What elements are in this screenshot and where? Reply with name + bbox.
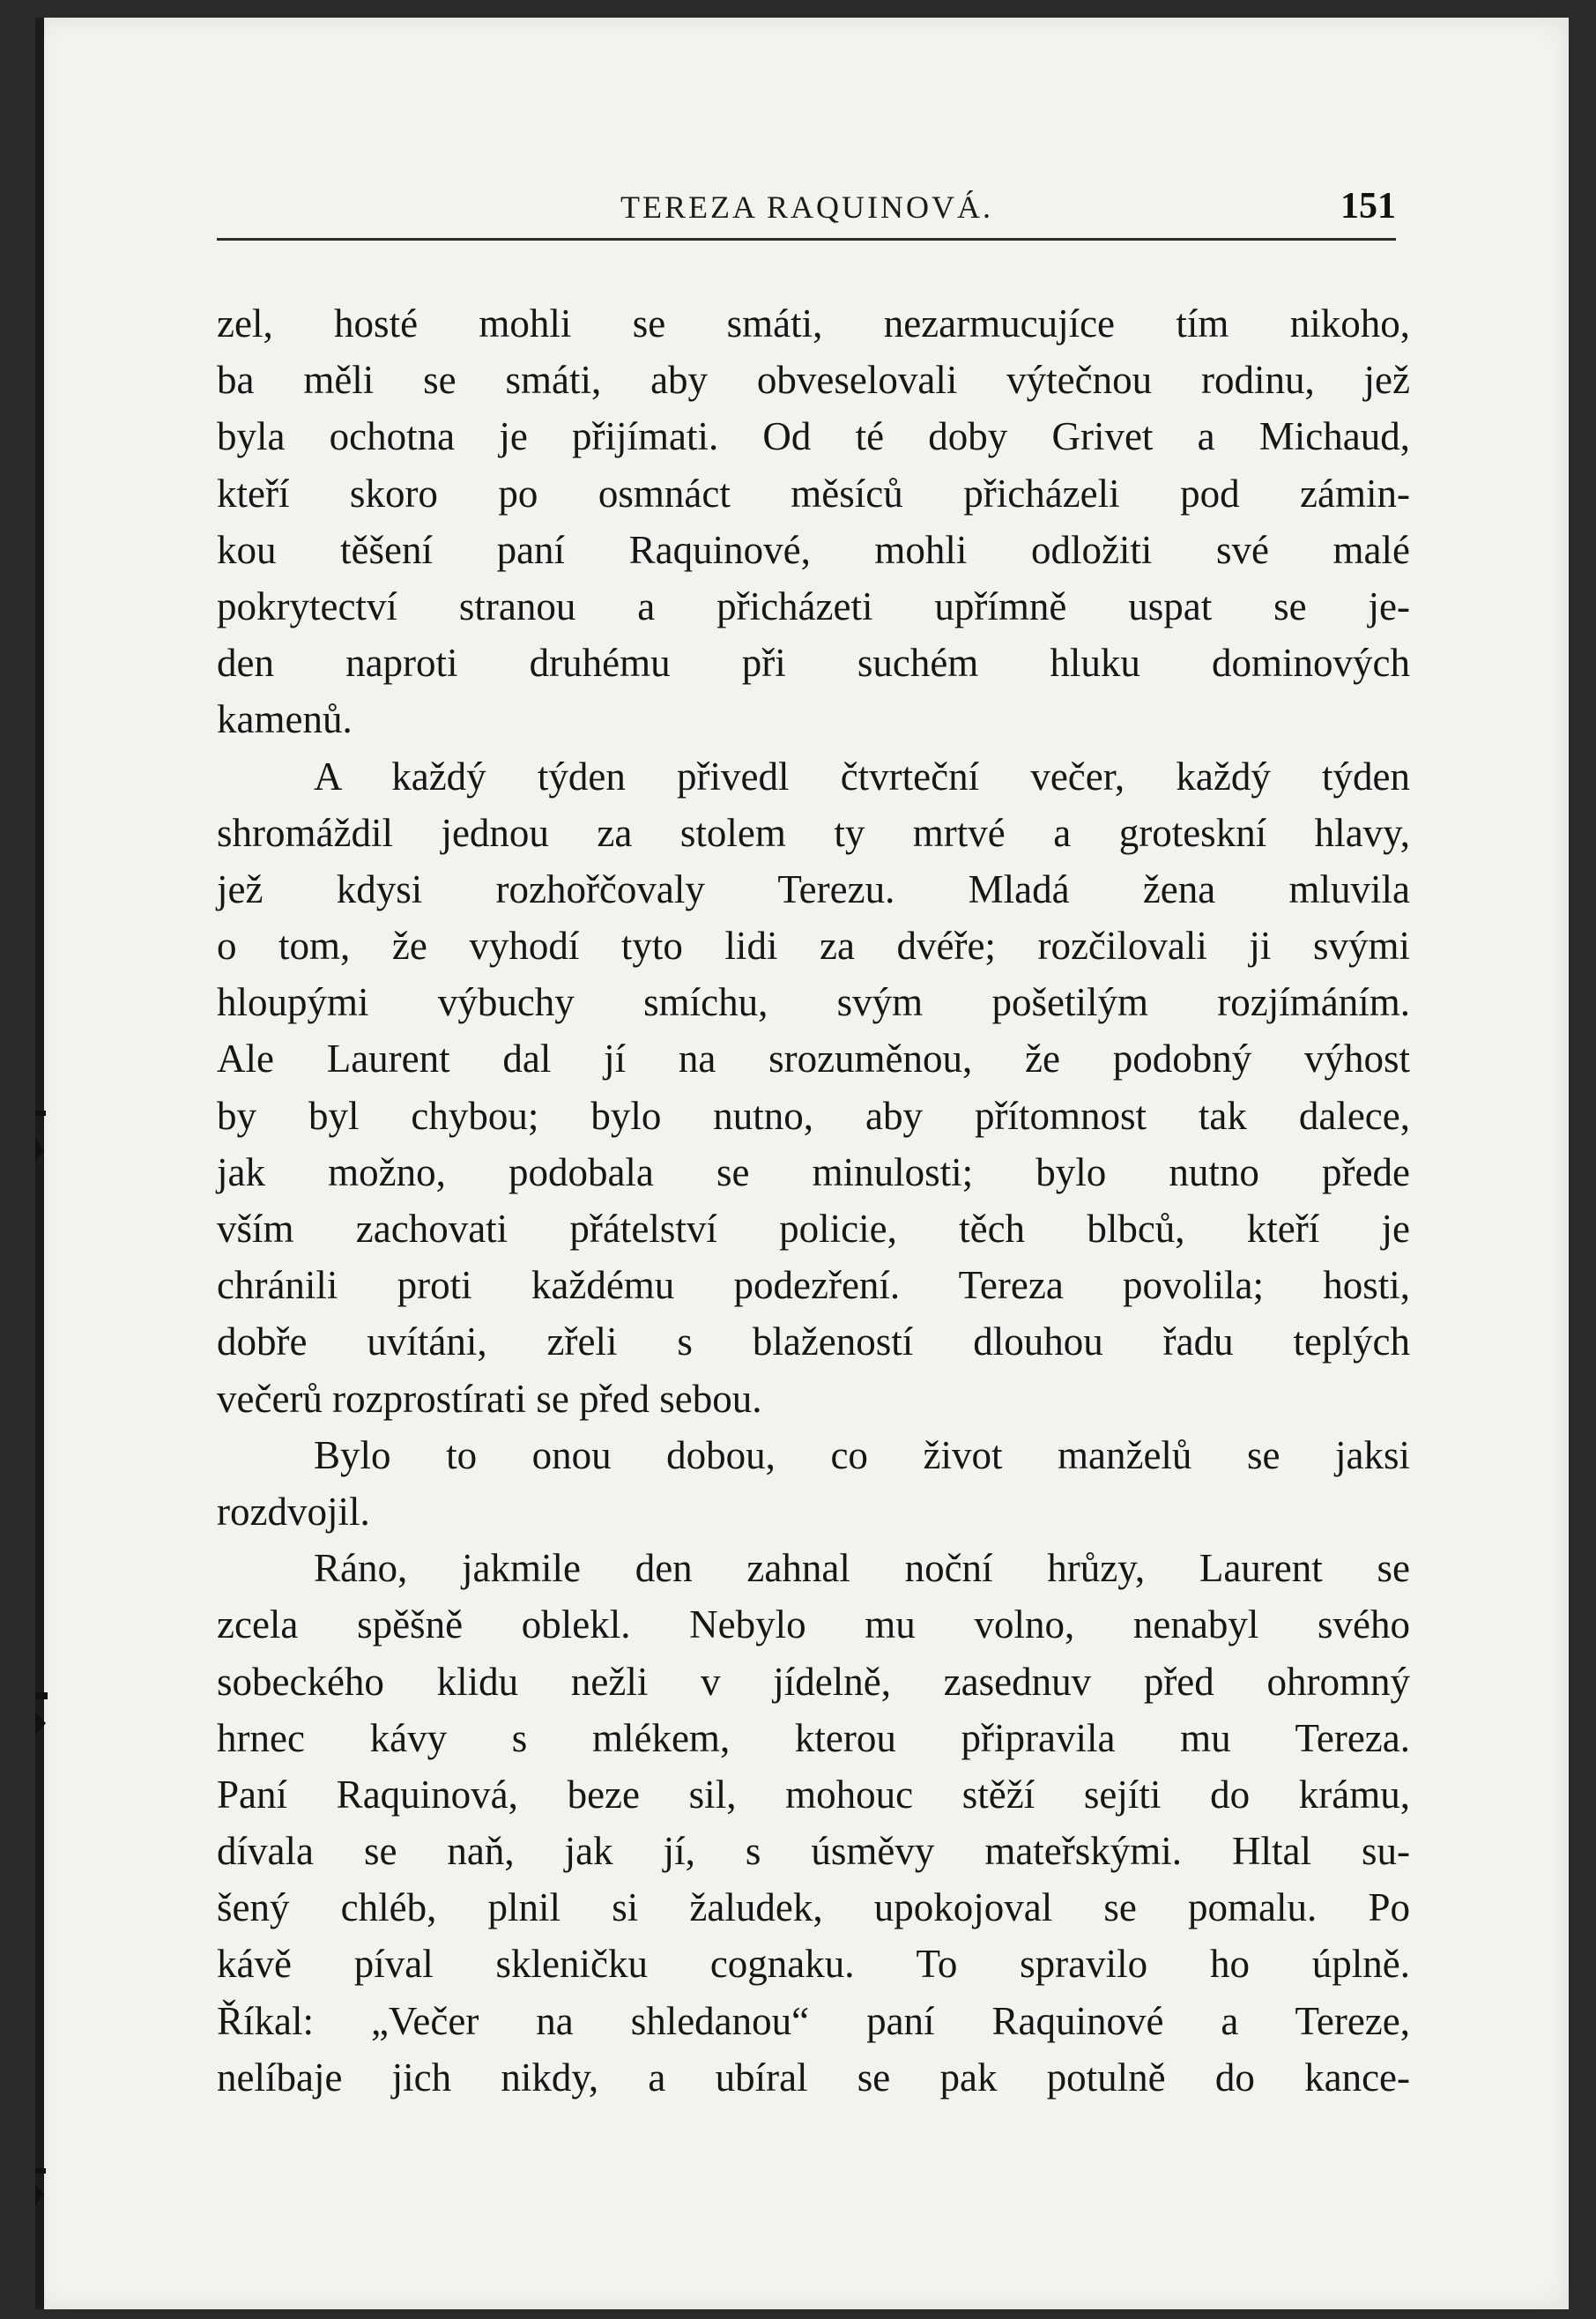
text-line: rozdvojil. (217, 1489, 370, 1534)
text-line: Ráno, jakmile den zahnal noční hrůzy, Laurent se (314, 1546, 1410, 1591)
text-line: A každý týden přivedl čtvrteční večer, každý týden (314, 754, 1410, 799)
book-page (35, 18, 1569, 2309)
text-line: večerů rozprostírati se před sebou. (217, 1376, 762, 1421)
text-line: chránili proti každému podezření. Tereza povolila; hosti, (217, 1263, 1410, 1308)
text-line: hloupými výbuchy smíchu, svým pošetilým rozjímáním. (217, 980, 1410, 1025)
text-line: dobře uvítáni, zřeli s blažeností dlouhou řadu teplých (217, 1319, 1410, 1364)
running-title: TEREZA RAQUINOVÁ. (620, 190, 993, 225)
text-line: Ale Laurent dal jí na srozuměnou, že podobný výhost (217, 1037, 1410, 1081)
text-line: shromáždil jednou za stolem ty mrtvé a groteskní hlavy, (217, 810, 1410, 855)
text-line: kávě píval skleničku cognaku. To spravilo ho úplně. (217, 1942, 1410, 1987)
text-line: zcela spěšně oblekl. Nebylo mu volno, nenabyl svého (217, 1602, 1410, 1647)
binding-marks (35, 18, 60, 2309)
text-line: kteří skoro po osmnáct měsíců přicházeli pod zámin- (217, 471, 1410, 516)
text-line: Bylo to onou dobou, co život manželů se jaksi (314, 1432, 1410, 1477)
text-line: vším zachovati přátelství policie, těch blbců, kteří je (217, 1207, 1410, 1251)
text-line: ba měli se smáti, aby obveselovali výtečnou rodinu, jež (217, 358, 1410, 403)
text-line: byla ochotna je přijímati. Od té doby Grivet a Michaud, (217, 414, 1410, 459)
running-header (217, 185, 1396, 241)
text-line: šený chléb, plnil si žaludek, upokojoval se pomalu. Po (217, 1885, 1410, 1930)
text-line: jež kdysi rozhořčovaly Terezu. Mladá žena mluvila (217, 866, 1410, 911)
text-line: sobeckého klidu nežli v jídelně, zasednuv před ohromný (217, 1659, 1410, 1704)
text-line: by byl chybou; bylo nutno, aby přítomnost tak dalece, (217, 1093, 1410, 1138)
text-line: Říkal: „Večer na shledanou“ paní Raquinové a Tereze, (217, 1998, 1410, 2043)
text-line: nelíbaje jich nikdy, a ubíral se pak potulně do kance- (217, 2055, 1410, 2100)
text-line: kamenů. (217, 697, 353, 742)
text-line: kou těšení paní Raquinové, mohli odložiti své malé (217, 527, 1410, 572)
text-line: Paní Raquinová, beze sil, mohouc stěží sejíti do krámu, (217, 1772, 1410, 1817)
page-number: 151 (1340, 186, 1396, 227)
text-line: pokrytectví stranou a přicházeti upřímně uspat se je- (217, 583, 1410, 628)
text-line: dívala se naň, jak jí, s úsměvy mateřskými. Hltal su- (217, 1829, 1410, 1874)
text-line: den naproti druhému při suchém hluku dominových (217, 641, 1410, 686)
text-line: o tom, že vyhodí tyto lidi za dvéře; rozčilovali ji svými (217, 924, 1410, 969)
text-line: jak možno, podobala se minulosti; bylo nutno přede (217, 1149, 1410, 1194)
body-text (217, 295, 1410, 2106)
text-line: zel, hosté mohli se smáti, nezarmucujíce tím nikoho, (217, 301, 1410, 346)
text-line: hrnec kávy s mlékem, kterou připravila mu Tereza. (217, 1715, 1410, 1760)
